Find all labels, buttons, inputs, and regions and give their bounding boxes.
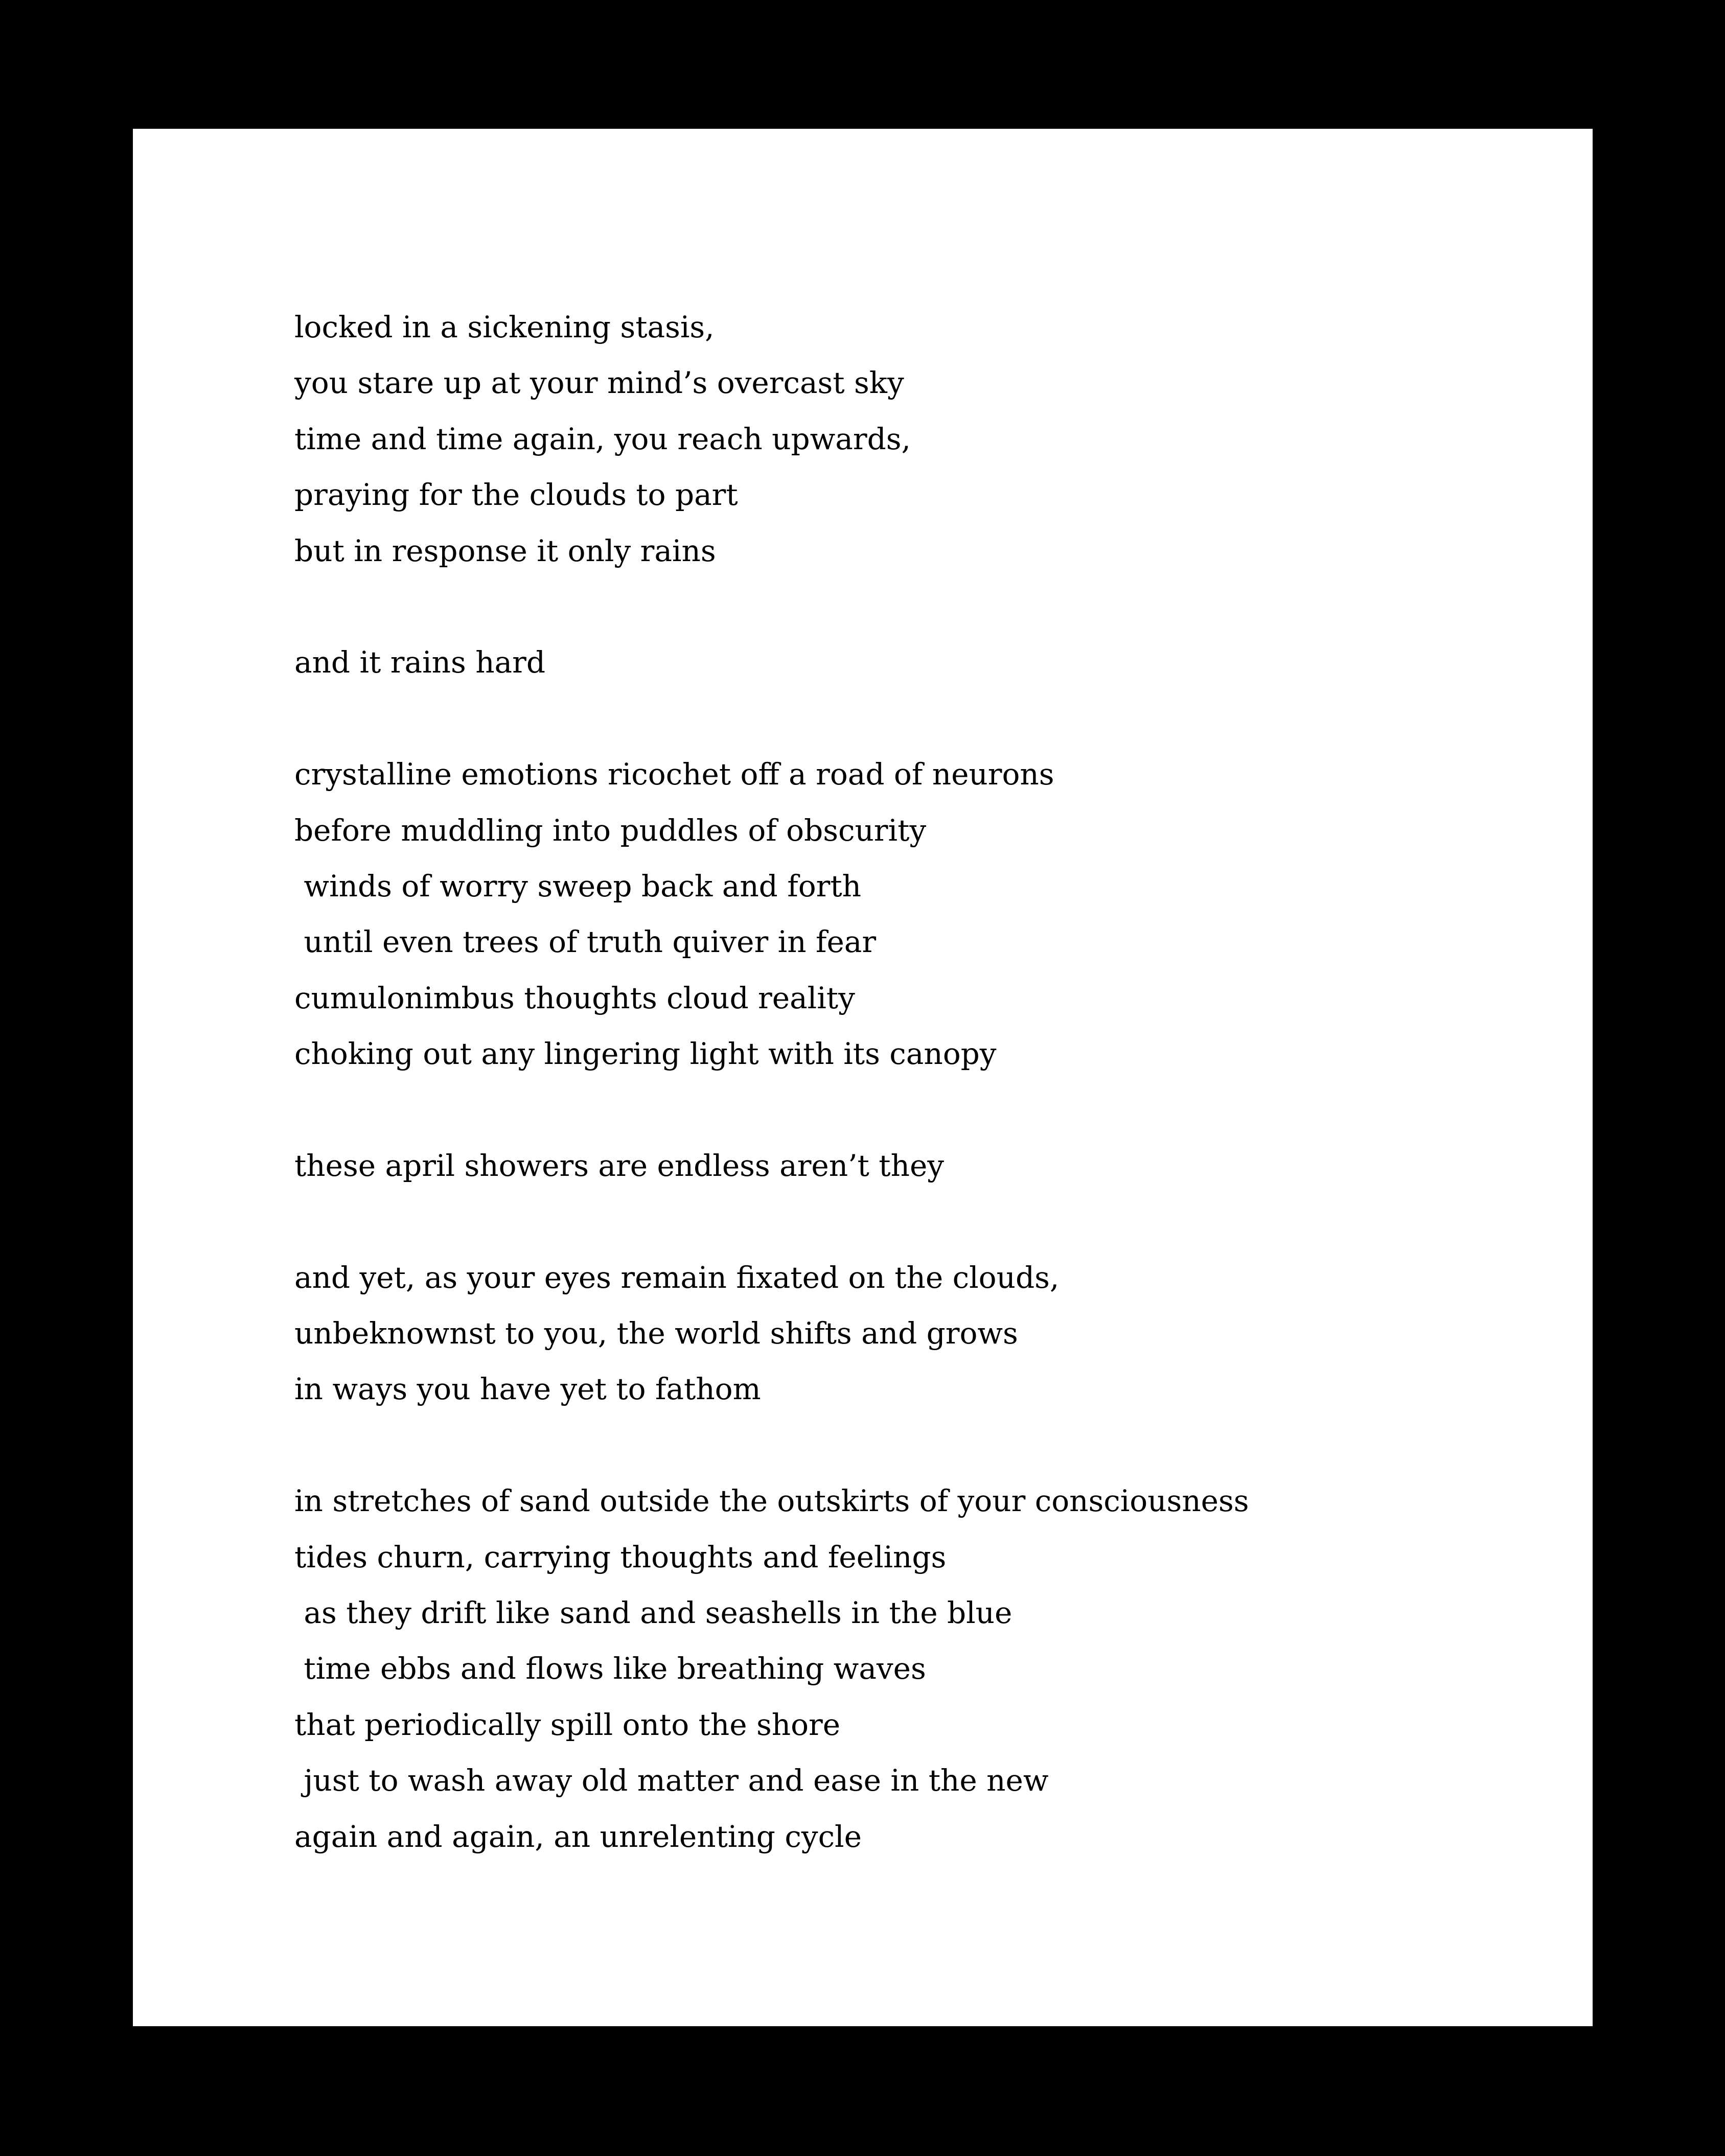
poem-line: unbeknownst to you, the world shifts and grows: [294, 1316, 1018, 1351]
stanza: [294, 747, 1521, 1082]
poem-line: cumulonimbus thoughts cloud reality: [294, 980, 855, 1015]
poem-body: [294, 299, 1521, 1865]
poem-line: but in response it only rains: [294, 533, 716, 568]
page: [133, 129, 1593, 2026]
poem-line: time ebbs and flows like breathing waves: [294, 1651, 926, 1686]
poem-line: as they drift like sand and seashells in the blue: [294, 1595, 1013, 1630]
poem-line: tides churn, carrying thoughts and feelings: [294, 1539, 947, 1574]
poem-line: you stare up at your mind’s overcast sky: [294, 365, 904, 401]
poem-line: praying for the clouds to part: [294, 477, 738, 513]
poem-line: and yet, as your eyes remain fixated on the clouds,: [294, 1260, 1060, 1295]
poem-line: in stretches of sand outside the outskirts of your consciousness: [294, 1483, 1249, 1519]
poem-line: that periodically spill onto the shore: [294, 1707, 841, 1742]
stanza: [294, 1138, 1521, 1194]
stanza-break: [294, 1082, 1521, 1138]
stanza: [294, 635, 1521, 690]
stanza: [294, 299, 1521, 579]
poem-line: in ways you have yet to fathom: [294, 1372, 761, 1407]
poem-line: time and time again, you reach upwards,: [294, 421, 911, 456]
poem-line: winds of worry sweep back and forth: [294, 868, 862, 903]
poem-line: locked in a sickening stasis,: [294, 310, 715, 344]
stanza-break: [294, 579, 1521, 635]
poem-line: just to wash away old matter and ease in the new: [294, 1763, 1049, 1798]
poem-line: these april showers are endless aren’t they: [294, 1148, 945, 1183]
poem-line: before muddling into puddles of obscurity: [294, 813, 927, 848]
poem-line: until even trees of truth quiver in fear: [294, 924, 877, 960]
stanza: [294, 1250, 1521, 1418]
poem-line: and it rains hard: [294, 645, 545, 680]
poem-line: choking out any lingering light with its canopy: [294, 1036, 997, 1072]
stanza: [294, 1473, 1521, 1865]
stanza-break: [294, 1194, 1521, 1249]
poem-line: again and again, an unrelenting cycle: [294, 1819, 862, 1854]
stanza-break: [294, 691, 1521, 747]
poem-line: crystalline emotions ricochet off a road of neurons: [294, 757, 1054, 792]
stanza-break: [294, 1418, 1521, 1473]
